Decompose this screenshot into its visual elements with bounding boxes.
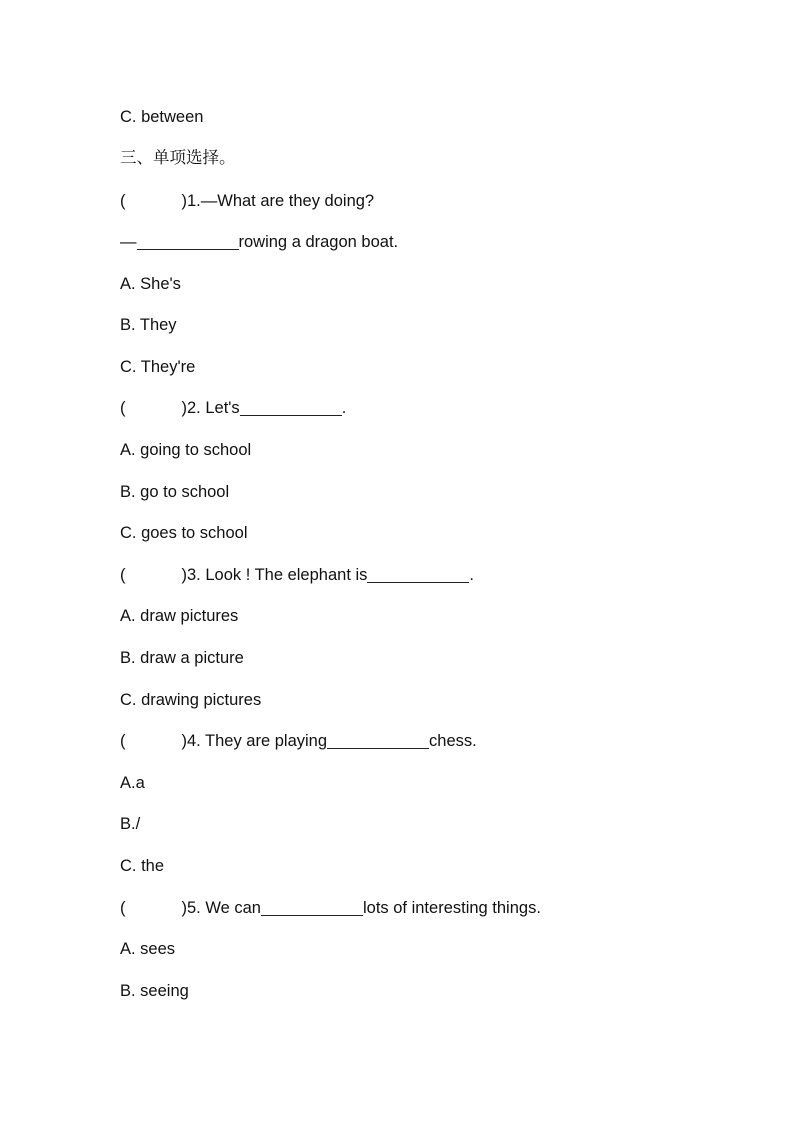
option-line: A. sees: [120, 940, 176, 958]
question-2: [120, 396, 346, 420]
question-1-response: [120, 230, 398, 254]
option-line: B. They: [120, 316, 177, 334]
option-line: C. drawing pictures: [120, 691, 262, 709]
option-line: C. between: [120, 108, 204, 126]
fill-blank[interactable]: [327, 732, 429, 749]
option-line: A. She's: [120, 275, 181, 293]
question-end: .: [341, 399, 347, 417]
question-text: )3. Look ! The elephant is: [181, 566, 368, 584]
fill-blank[interactable]: [261, 899, 363, 916]
question-end: lots of interesting things.: [362, 899, 541, 917]
question-3: [120, 563, 474, 587]
option-line: B. seeing: [120, 982, 189, 1000]
fill-blank[interactable]: [137, 233, 239, 250]
question-text: rowing a dragon boat.: [238, 233, 399, 251]
dash: —: [120, 233, 137, 251]
question-5: [120, 896, 541, 920]
option-line: A.a: [120, 774, 145, 792]
question-text: )1.—What are they doing?: [181, 192, 375, 210]
answer-paren-open: (: [120, 899, 126, 917]
question-end: .: [469, 566, 474, 584]
option-line: B./: [120, 815, 141, 833]
question-text: )2. Let's: [181, 399, 240, 417]
option-line: B. go to school: [120, 483, 230, 501]
fill-blank[interactable]: [240, 399, 342, 416]
fill-blank[interactable]: [367, 566, 469, 583]
answer-paren-open: (: [120, 192, 126, 210]
option-line: A. going to school: [120, 441, 252, 459]
answer-paren-open: (: [120, 399, 126, 417]
question-text: )4. They are playing: [181, 732, 328, 750]
answer-paren-open: (: [120, 566, 126, 584]
option-line: C. goes to school: [120, 524, 248, 542]
section-heading: 三、单项选择。: [120, 149, 236, 167]
option-line: C. They're: [120, 358, 196, 376]
option-line: B. draw a picture: [120, 649, 244, 667]
question-text: )5. We can: [181, 899, 261, 917]
question-1: [120, 189, 374, 213]
option-line: A. draw pictures: [120, 607, 239, 625]
question-4: [120, 729, 477, 753]
option-line: C. the: [120, 857, 165, 875]
question-end: chess.: [429, 732, 477, 750]
answer-paren-open: (: [120, 732, 126, 750]
